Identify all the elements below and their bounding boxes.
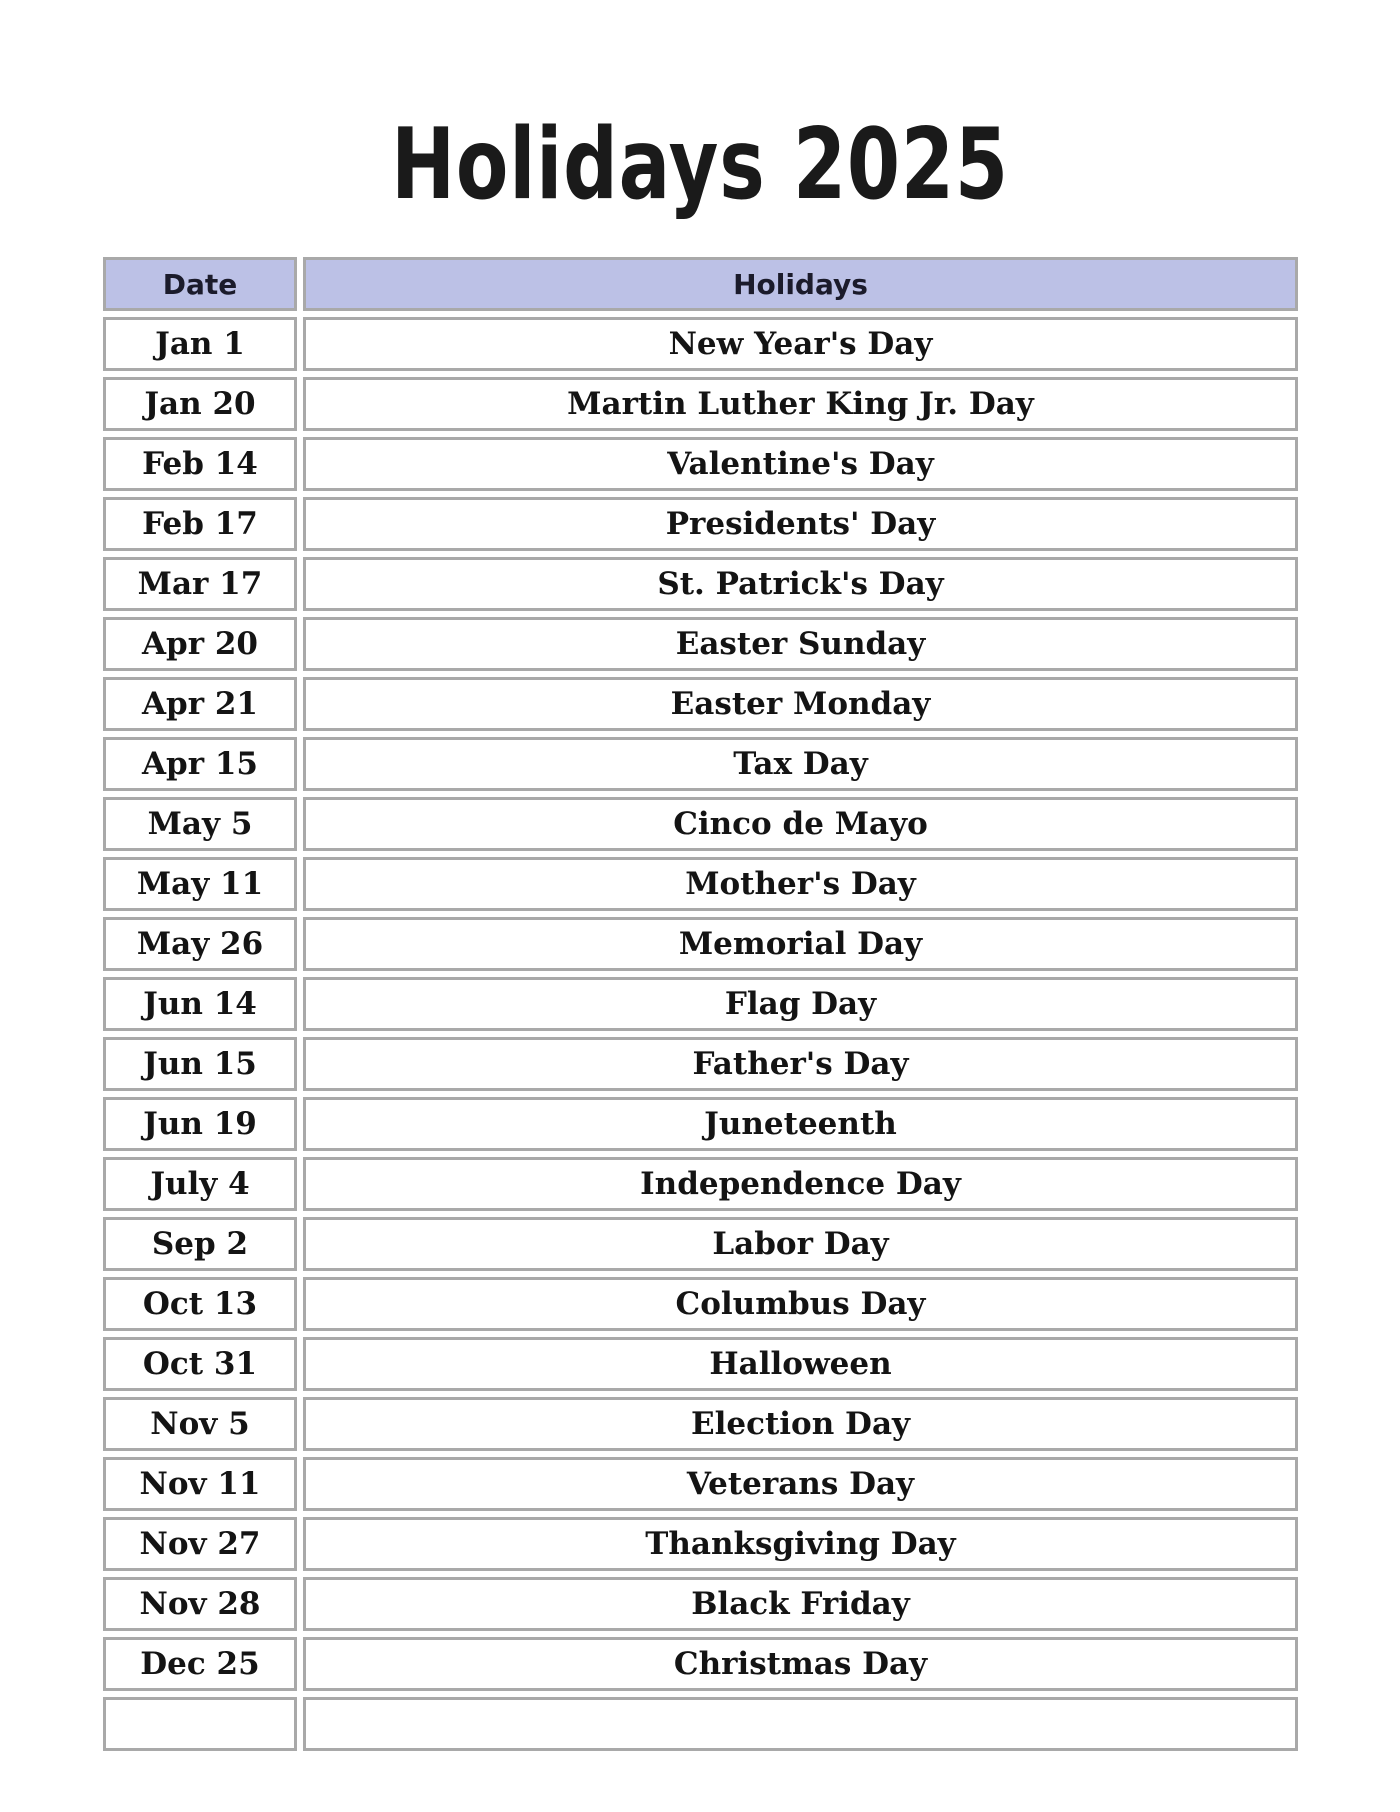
date-cell: Apr 20 xyxy=(103,617,297,671)
holiday-cell: Labor Day xyxy=(303,1217,1298,1271)
date-cell: Jan 20 xyxy=(103,377,297,431)
holiday-cell: Juneteenth xyxy=(303,1097,1298,1151)
table-row xyxy=(103,1097,1298,1151)
date-cell: Nov 11 xyxy=(103,1457,297,1511)
holiday-cell: Tax Day xyxy=(303,737,1298,791)
table-row xyxy=(103,1457,1298,1511)
date-cell: Nov 28 xyxy=(103,1577,297,1631)
date-cell: Sep 2 xyxy=(103,1217,297,1271)
holiday-column-header: Holidays xyxy=(303,257,1298,311)
holiday-cell: Valentine's Day xyxy=(303,437,1298,491)
table-row xyxy=(103,1217,1298,1271)
holiday-cell: Presidents' Day xyxy=(303,497,1298,551)
table-row xyxy=(103,1517,1298,1571)
date-cell: Oct 13 xyxy=(103,1277,297,1331)
holiday-table xyxy=(103,257,1298,1757)
date-cell: Apr 15 xyxy=(103,737,297,791)
date-cell: May 26 xyxy=(103,917,297,971)
table-row xyxy=(103,857,1298,911)
holiday-cell: Columbus Day xyxy=(303,1277,1298,1331)
table-row xyxy=(103,1037,1298,1091)
table-row xyxy=(103,557,1298,611)
holiday-cell: Memorial Day xyxy=(303,917,1298,971)
table-row xyxy=(103,1157,1298,1211)
date-cell: Feb 17 xyxy=(103,497,297,551)
holiday-cell: Father's Day xyxy=(303,1037,1298,1091)
table-row-empty xyxy=(103,1697,1298,1751)
table-row xyxy=(103,1577,1298,1631)
table-row xyxy=(103,677,1298,731)
holiday-cell: Easter Monday xyxy=(303,677,1298,731)
table-row xyxy=(103,737,1298,791)
date-cell: Jun 14 xyxy=(103,977,297,1031)
holiday-cell: Thanksgiving Day xyxy=(303,1517,1298,1571)
date-cell: July 4 xyxy=(103,1157,297,1211)
date-cell: Nov 27 xyxy=(103,1517,297,1571)
table-row xyxy=(103,377,1298,431)
holiday-cell xyxy=(303,1697,1298,1751)
date-column-header: Date xyxy=(103,257,297,311)
date-cell: May 11 xyxy=(103,857,297,911)
holiday-cell: St. Patrick's Day xyxy=(303,557,1298,611)
date-cell xyxy=(103,1697,297,1751)
date-cell: Apr 21 xyxy=(103,677,297,731)
holiday-cell: Veterans Day xyxy=(303,1457,1298,1511)
holiday-cell: Cinco de Mayo xyxy=(303,797,1298,851)
holiday-cell: Halloween xyxy=(303,1337,1298,1391)
holiday-cell: Martin Luther King Jr. Day xyxy=(303,377,1298,431)
date-cell: Jan 1 xyxy=(103,317,297,371)
holiday-cell: Election Day xyxy=(303,1397,1298,1451)
table-row xyxy=(103,1637,1298,1691)
holiday-cell: New Year's Day xyxy=(303,317,1298,371)
table-header-row xyxy=(103,257,1298,311)
date-cell: Nov 5 xyxy=(103,1397,297,1451)
date-cell: Dec 25 xyxy=(103,1637,297,1691)
holiday-cell: Easter Sunday xyxy=(303,617,1298,671)
table-row xyxy=(103,1277,1298,1331)
table-row xyxy=(103,977,1298,1031)
page-title: Holidays 2025 xyxy=(391,108,1009,222)
date-cell: Jun 15 xyxy=(103,1037,297,1091)
table-row xyxy=(103,617,1298,671)
date-cell: Mar 17 xyxy=(103,557,297,611)
holiday-cell: Flag Day xyxy=(303,977,1298,1031)
table-row xyxy=(103,917,1298,971)
date-cell: Oct 31 xyxy=(103,1337,297,1391)
date-cell: Feb 14 xyxy=(103,437,297,491)
table-row xyxy=(103,317,1298,371)
date-cell: Jun 19 xyxy=(103,1097,297,1151)
table-row xyxy=(103,497,1298,551)
holiday-cell: Independence Day xyxy=(303,1157,1298,1211)
date-cell: May 5 xyxy=(103,797,297,851)
holiday-cell: Black Friday xyxy=(303,1577,1298,1631)
holiday-cell: Mother's Day xyxy=(303,857,1298,911)
table-row xyxy=(103,1337,1298,1391)
table-row xyxy=(103,437,1298,491)
table-row xyxy=(103,1397,1298,1451)
table-row xyxy=(103,797,1298,851)
holiday-cell: Christmas Day xyxy=(303,1637,1298,1691)
